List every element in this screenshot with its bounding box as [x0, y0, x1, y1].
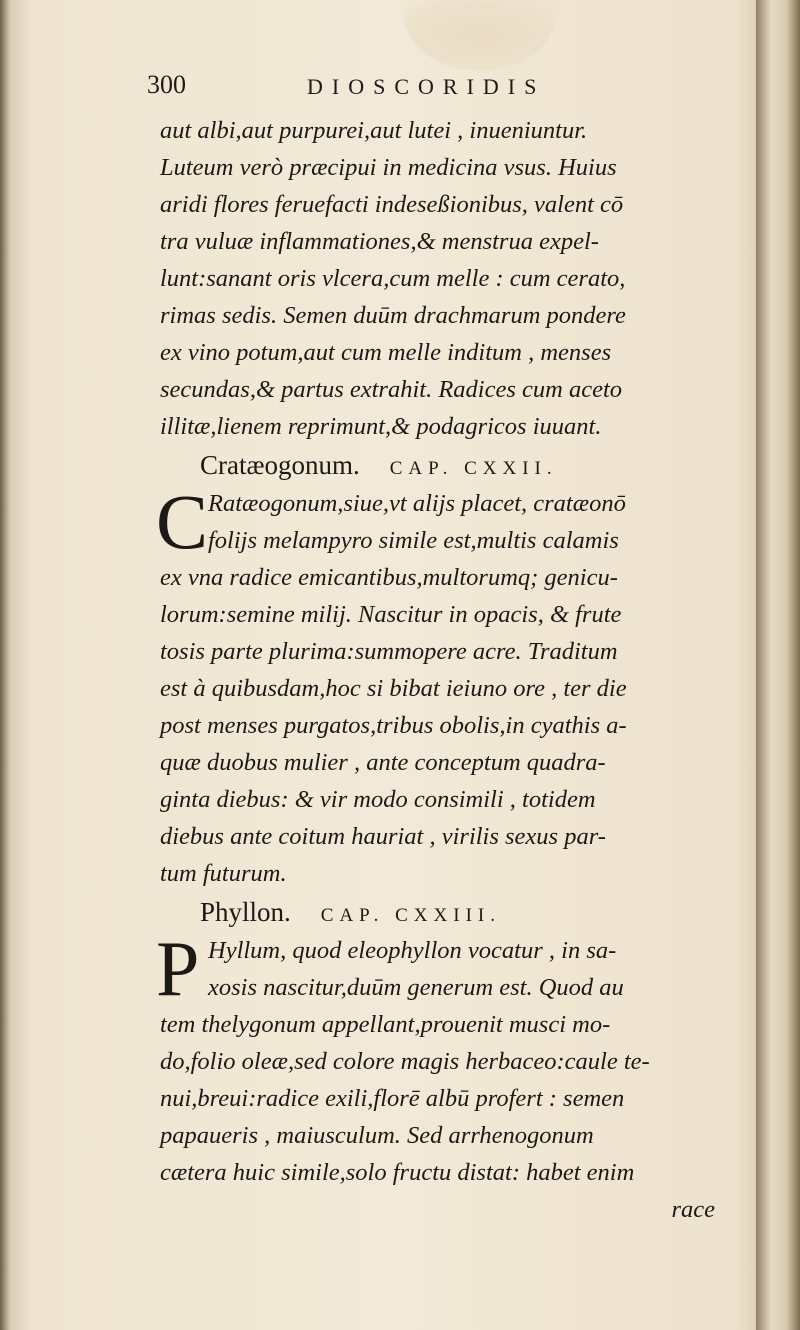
text-line: aridi flores feruefacti indeseßionibus, valent cō [160, 191, 624, 218]
text-line: papaueris , maiusculum. Sed arrhenogonum [160, 1122, 594, 1149]
text-line: lunt:sanant oris vlcera,cum melle : cum cerato, [160, 265, 626, 292]
text-line: Ratæogonum,siue,vt alijs placet, cratæonō [208, 490, 626, 517]
page-number: 300 [147, 70, 186, 99]
text-line: tum futurum. [160, 860, 287, 887]
catchword: race [671, 1196, 715, 1223]
text-line: folijs melampyro simile est,multis calamis [208, 527, 619, 554]
text-line: ex vna radice emicantibus,multorumq; genicu- [160, 564, 618, 591]
paper-stain [400, 0, 560, 70]
section-heading [160, 445, 715, 485]
text-line: cætera huic simile,solo fructu distat: habet enim [160, 1159, 635, 1186]
drop-cap: C [156, 478, 209, 565]
text-line: ex vino potum,aut cum melle inditum , menses [160, 339, 612, 366]
page-header [147, 70, 707, 110]
text-line: tosis parte plurima:summopere acre. Traditum [160, 638, 618, 665]
text-line: aut albi,aut purpurei,aut lutei , inueniuntur. [160, 117, 588, 144]
text-line: ginta diebus: & vir modo consimili , totidem [160, 786, 596, 813]
text-line: xosis nascitur,duūm generum est. Quod au [208, 974, 624, 1001]
section-heading [160, 892, 715, 932]
text-line: do,folio oleæ,sed colore magis herbaceo:caule te- [160, 1048, 650, 1075]
section-title: Cratæogonum. [200, 450, 360, 480]
text-line: diebus ante coitum hauriat , virilis sexus par- [160, 823, 606, 850]
text-line: quæ duobus mulier , ante conceptum quadra- [160, 749, 606, 776]
text-line: tem thelygonum appellant,prouenit musci mo- [160, 1011, 611, 1038]
text-line: Hyllum, quod eleophyllon vocatur , in sa- [208, 937, 617, 964]
page-gutter [0, 0, 10, 1330]
text-line: nui,breui:radice exili,florē albū profert : semen [160, 1085, 625, 1112]
paragraph [156, 925, 715, 1012]
section-title: Phyllon. [200, 897, 291, 927]
chapter-number: CAP. CXXII. [389, 458, 558, 479]
paragraph [156, 478, 715, 565]
text-line: Luteum verò præcipui in medicina vsus. Huius [160, 154, 617, 181]
text-line: post menses purgatos,tribus obolis,in cyathis a- [160, 712, 627, 739]
running-head: DIOSCORIDIS [307, 74, 546, 99]
body-text [156, 112, 715, 1228]
chapter-number: CAP. CXXIII. [320, 905, 501, 926]
text-line: secundas,& partus extrahit. Radices cum aceto [160, 376, 623, 403]
text-line: lorum:semine milij. Nascitur in opacis, & frute [160, 601, 622, 628]
text-line: illitæ,lienem reprimunt,& podagricos iuuant. [160, 413, 602, 440]
text-line: est à quibusdam,hoc si bibat ieiuno ore , ter die [160, 675, 627, 702]
text-line: tra vuluæ inflammationes,& menstrua expel- [160, 228, 599, 255]
drop-cap: P [156, 925, 200, 1012]
page-fore-edge [756, 0, 800, 1330]
text-line: rimas sedis. Semen duūm drachmarum pondere [160, 302, 626, 329]
